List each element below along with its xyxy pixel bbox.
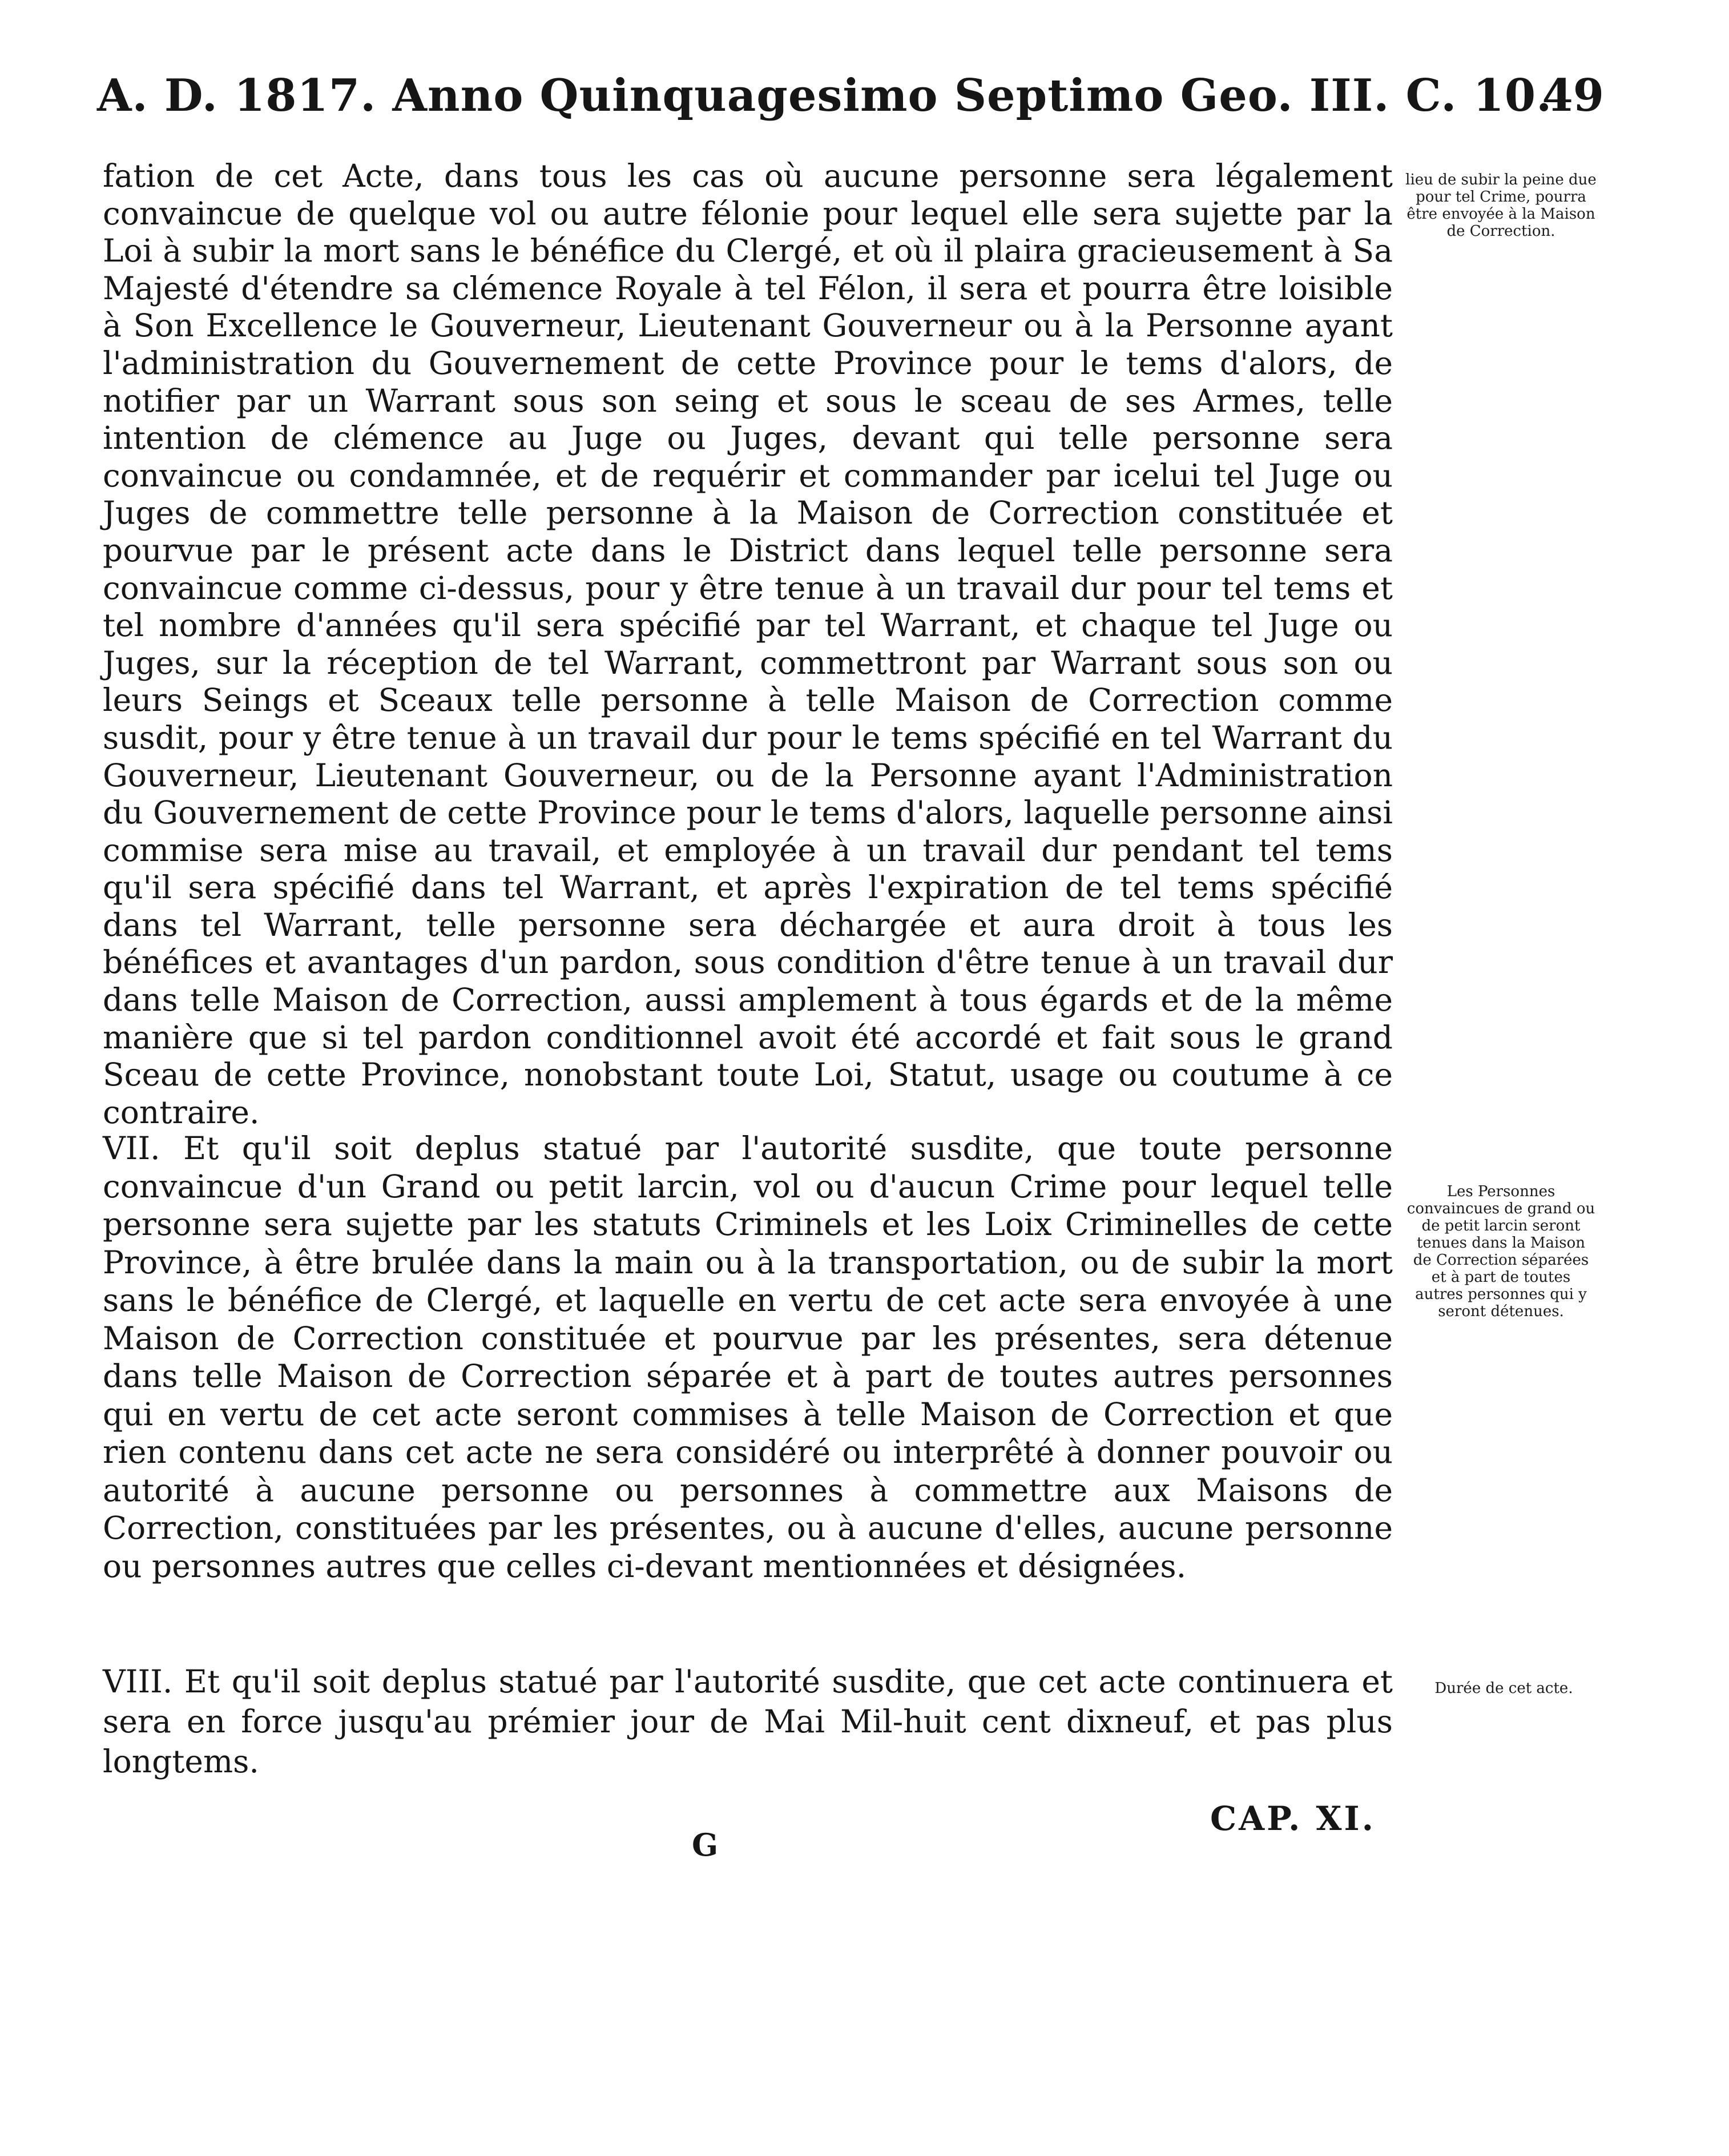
paragraph-continuation: fation de cet Acte, dans tous les cas où aucune personne sera légalement convaincue de quelque vol ou autre félonie pour lequel elle sera sujette par la Loi à subir la mort sans le bénéfice du Clergé, et où il plaira gracieusement à Sa Majesté d'étendre sa clémence Royale à tel Félon, il sera et pourra être loisible à Son Excellence le Gouverneur, Lieutenant Gouverneur ou à la Personne ayant l'administration du Gouvernement de cette Province pour le tems d'alors, de notifier par un Warrant sous son seing et sous le sceau de ses Armes, telle intention de clémence au Juge ou Juges, devant qui telle personne sera convaincue ou condamnée, et de requérir et commander par icelui tel Juge ou Juges de commettre telle personne à la Maison de Correction constituée et pourvue par le présent acte dans le District dans lequel telle personne sera convaincue comme ci-dessus, pour y être tenue à un travail dur pour tel tems et tel nombre d'années qu'il sera spécifié par tel Warrant, et chaque tel Juge ou Juges, sur la réception de tel Warrant, commettront par Warrant sous son ou leurs Seings et Sceaux telle personne à telle Maison de Correction comme susdit, pour y être tenue à un travail dur pour le tems spécifié en tel Warrant du Gouverneur, Lieutenant Gouverneur, ou de la Personne ayant l'Administration du Gouvernement de cette Province pour le tems d'alors, laquelle personne ainsi commise sera mise au travail, et employée à un travail dur pendant tel tems qu'il sera spécifié dans tel Warrant, et après l'expiration de tel tems spécifié dans tel Warrant, telle personne sera déchargée et aura droit à tous les bénéfices et avantages d'un pardon, sous condition d'être tenue à un travail dur dans telle Maison de Correction, aussi amplement à tous égards et de la même manière que si tel pardon conditionnel avoit été accordé et fait sous le grand Sceau de cette Province, nonobstant toute Loi, Statut, usage ou coutume à ce contraire.: [103, 158, 1393, 1131]
margin-note-correction: lieu de subir la peine due pour tel Crime, pourra être envoyée à la Maison de Correction.: [1405, 171, 1597, 240]
page-number: 49: [1542, 70, 1604, 122]
signature-mark: G: [692, 1827, 719, 1863]
margin-note-duration: Durée de cet acte.: [1434, 1680, 1573, 1697]
catch-word: CAP. XI.: [1210, 1799, 1376, 1838]
paragraph-section-vii: VII. Et qu'il soit deplus statué par l'autorité susdite, que toute personne convaincue d'un Grand ou petit larcin, vol ou d'aucun Crime pour lequel telle personne sera sujette par les statuts Criminels et les Loix Criminelles de cette Province, à être brulée dans la main ou à la transportation, ou de subir la mort sans le bénéfice de Clergé, et laquelle en vertu de cet acte sera envoyée à une Maison de Correction constituée et pourvue par les présentes, sera détenue dans telle Maison de Correction séparée et à part de toutes autres personnes qui en vertu de cet acte seront commises à telle Maison de Correction et que rien contenu dans cet acte ne sera considéré ou interprêté à donner pouvoir ou autorité à aucune personne ou personnes à commettre aux Maisons de Correction, constituées par les présentes, ou à aucune d'elles, aucune personne ou personnes autres que celles ci-devant mentionnées et désignées.: [103, 1130, 1393, 1584]
running-header: [97, 67, 1604, 136]
header-title: A. D. 1817. Anno Quinquagesimo Septimo Geo. III. C. 10.: [97, 70, 1553, 122]
paragraph-section-viii: VIII. Et qu'il soit deplus statué par l'autorité susdite, que cet acte continuera et sera en force jusqu'au prémier jour de Mai Mil-huit cent dixneuf, et pas plus longtems.: [103, 1663, 1393, 1780]
margin-note-larceny: Les Personnes convaincues de grand ou de petit larcin seront tenues dans la Maison de Correction séparées et à part de toutes autres personnes qui y seront détenues.: [1406, 1183, 1595, 1320]
